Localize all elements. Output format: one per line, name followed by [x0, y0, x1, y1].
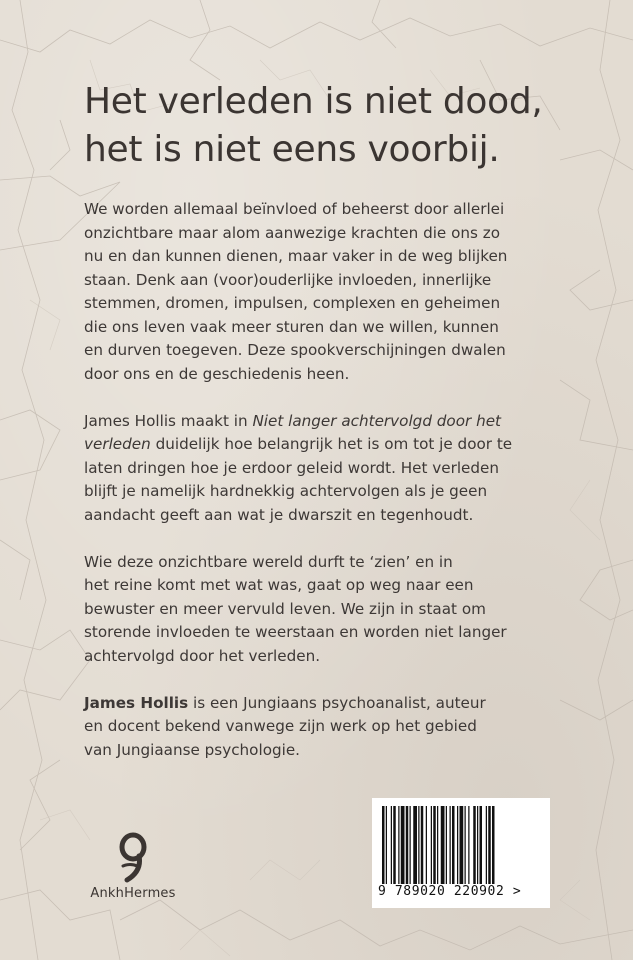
barcode-bar	[450, 806, 451, 884]
barcode-bar	[473, 806, 476, 884]
text-line: storende invloeden te weerstaan en worden niet langer	[84, 623, 507, 641]
barcode-bar	[421, 806, 424, 884]
barcode-bar	[393, 806, 396, 884]
barcode-bar	[488, 806, 491, 884]
isbn-barcode	[372, 798, 550, 908]
barcode-bar	[398, 806, 399, 884]
barcode-bars	[382, 806, 540, 884]
text-line: Wie deze onzichtbare wereld durft te ‘zien’ en in	[84, 552, 453, 571]
isbn-number: 9 789020 220902 >	[378, 884, 522, 899]
text-line: stemmen, dromen, impulsen, complexen en geheimen	[84, 294, 501, 312]
text-line: het reine komt met wat was, gaat op weg naar een	[84, 576, 474, 594]
paragraph-4-author-bio	[84, 692, 584, 763]
text-segment: is een Jungiaans psychoanalist, auteur	[188, 693, 486, 712]
barcode-bar	[406, 806, 409, 884]
text-line: staan. Denk aan (voor)ouderlijke invloeden, innerlijke	[84, 270, 492, 289]
barcode-bar	[457, 806, 458, 884]
barcode-bar	[431, 806, 432, 884]
headline-line-1: Het verleden is niet dood,	[84, 81, 543, 122]
barcode-bar	[441, 806, 445, 884]
text-line: en docent bekend vanwege zijn werk op het gebied	[84, 717, 477, 735]
text-segment: duidelijk hoe belangrijk het is om tot je door te	[150, 435, 513, 453]
text-line: van Jungiaanse psychologie.	[84, 740, 301, 759]
paragraph-3	[84, 551, 584, 669]
barcode-bar	[446, 806, 447, 884]
text-line: blijft je namelijk hardnekkig achtervolgen als je geen	[84, 482, 488, 500]
barcode-bar	[413, 806, 417, 884]
author-name: James Hollis	[84, 693, 189, 712]
text-segment: James Hollis maakt in	[84, 411, 253, 430]
book-title-italic: verleden	[84, 435, 151, 453]
description-text	[84, 198, 584, 786]
text-line	[84, 410, 584, 434]
barcode-bar	[401, 806, 405, 884]
barcode-bar	[426, 806, 427, 884]
paragraph-2	[84, 410, 584, 528]
text-line: We worden allemaal beïnvloed of beheerst door allerlei	[84, 200, 505, 218]
text-line: die ons leven vaak meer sturen dan we willen, kunnen	[84, 317, 499, 336]
headline-line-2: het is niet eens voorbij.	[84, 129, 500, 170]
text-line: en durven toegeven. Deze spookverschijningen dwalen	[84, 341, 506, 359]
barcode-bar	[418, 806, 419, 884]
barcode-bar	[437, 806, 438, 884]
barcode-bar	[391, 806, 392, 884]
barcode-bar	[486, 806, 487, 884]
barcode-bar	[477, 806, 478, 884]
text-line: laten dringen hoe je erdoor geleid wordt. Het verleden	[84, 458, 500, 477]
paragraph-1	[84, 198, 584, 386]
barcode-bar	[410, 806, 411, 884]
text-line: onzichtbare maar alom aanwezige krachten die ons zo	[84, 223, 501, 242]
headline-quote	[84, 78, 604, 174]
text-line: door ons en de geschiedenis heen.	[84, 364, 350, 383]
barcode-bar	[452, 806, 455, 884]
book-title-italic: Niet langer achtervolgd door het	[252, 411, 502, 430]
barcode-bar	[460, 806, 464, 884]
ankh-hermes-logo-icon	[111, 832, 155, 884]
barcode-bar	[382, 806, 385, 884]
text-line: achtervolgd door het verleden.	[84, 646, 321, 665]
text-line	[84, 433, 584, 457]
barcode-bar	[492, 806, 495, 884]
barcode-bar	[468, 806, 469, 884]
text-line: bewuster en meer vervuld leven. We zijn in staat om	[84, 599, 486, 618]
text-line	[84, 692, 584, 716]
publisher-name: AnkhHermes	[90, 886, 176, 901]
barcode-bar	[480, 806, 483, 884]
barcode-bar	[386, 806, 387, 884]
barcode-bar	[465, 806, 466, 884]
text-line: aandacht geeft aan wat je dwarszit en tegenhoudt.	[84, 505, 474, 524]
text-line: nu en dan kunnen dienen, maar vaker in de weg blijken	[84, 247, 508, 265]
publisher-block	[78, 832, 188, 901]
barcode-bar	[433, 806, 436, 884]
